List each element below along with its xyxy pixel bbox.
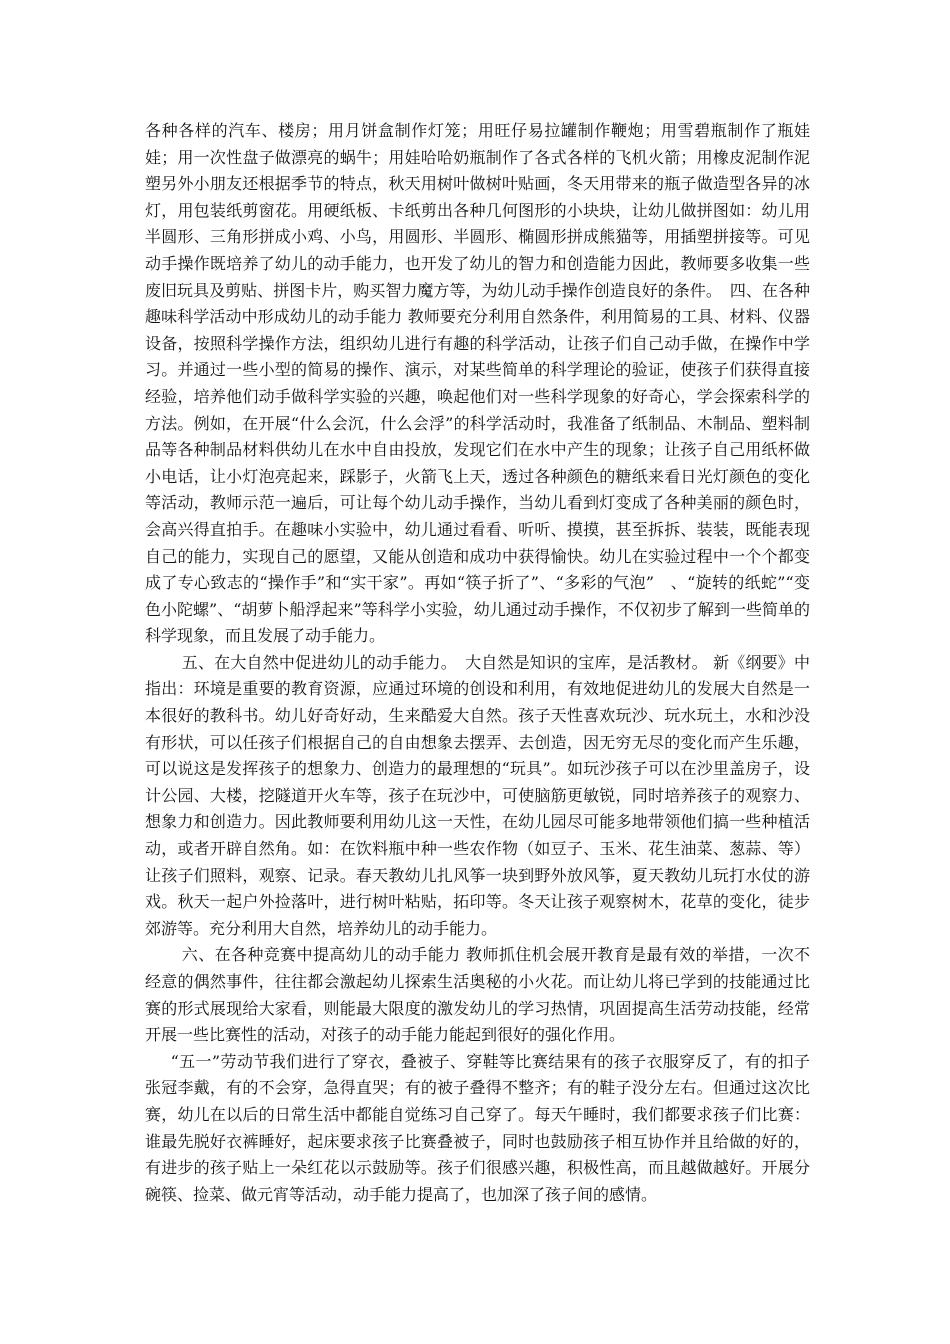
paragraph-nature: 五、在大自然中促进幼儿的动手能力。 大自然是知识的宝库，是活教材。 新《纲要》中指出：环境是重要的教育资源，应通过环境的创设和利用，有效地促进幼儿的发展大自然是一本很好的教科书。幼儿好奇好动，生来酷爱大自然。孩子天性喜欢玩沙、玩水玩土，水和沙没有形状，可以任孩子们根据自己的自由想象去摆弄、去创造，因无穷无尽的变化而产生乐趣，可以说这是发挥孩子的想象力、创造力的最理想的“玩具”。如玩沙孩子可以在沙里盖房子，设计公园、大楼，挖隧道开火车等，孩子在玩沙中，可使脑筋更敏锐，同时培养孩子的观察力、想象力和创造力。因此教师要利用幼儿这一天性，在幼儿园尽可能多地带领他们搞一些种植活动，或者开辟自然角。如：在饮料瓶中种一些农作物（如豆子、玉米、花生油菜、葱蒜、等）让孩子们照料，观察、记录。春天教幼儿扎风筝一块到野外放风筝，夏天教幼儿玩打水仗的游戏。秋天一起户外捡落叶，进行树叶粘贴，拓印等。冬天让孩子观察树木，花草的变化，徒步郊游等。充分利用大自然，培养幼儿的动手能力。: [145, 652, 810, 938]
paragraph-labor-day: “五一”劳动节我们进行了穿衣，叠被子、穿鞋等比赛结果有的孩子衣服穿反了，有的扣子张冠李戴，有的不会穿，急得直哭；有的被子叠得不整齐；有的鞋子没分左右。但通过这次比赛，幼儿在以后的日常生活中都能自觉练习自己穿了。每天午睡时，我们都要求孩子们比赛：谁最先脱好衣裤睡好，起床要求孩子比赛叠被子，同时也鼓励孩子相互协作并且给做的好的，有进步的孩子贴上一朵红花以示鼓励等。孩子们很感兴趣，积极性高，而且越做越好。开展分碗筷、捡菜、做元宵等活动，动手能力提高了，也加深了孩子间的感情。: [145, 1051, 810, 1204]
document-page: [145, 118, 810, 1208]
paragraph-crafts-and-science: 各种各样的汽车、楼房；用月饼盒制作灯笼；用旺仔易拉罐制作鞭炮；用雪碧瓶制作了瓶娃娃；用一次性盘子做漂亮的蜗牛；用娃哈哈奶瓶制作了各式各样的飞机火箭；用橡皮泥制作泥塑另外小朋友还根据季节的特点，秋天用树叶做树叶贴画，冬天用带来的瓶子做造型各异的冰灯，用包装纸剪窗花。用硬纸板、卡纸剪出各种几何图形的小块块，让幼儿做拼图如：幼儿用半圆形、三角形拼成小鸡、小鸟，用圆形、半圆形、椭圆形拼成熊猫等，用插塑拼接等。可见动手操作既培养了幼儿的动手能力，也开发了幼儿的智力和创造能力因此，教师要多收集一些废旧玩具及剪贴、拼图卡片，购买智力魔方等，为幼儿动手操作创造良好的条件。 四、在各种趣味科学活动中形成幼儿的动手能力 教师要充分利用自然条件，利用简易的工具、材料、仪器设备，按照科学操作方法，组织幼儿进行有趣的科学活动，让孩子们自己动手做，在操作中学习。并通过一些小型的简易的操作、演示，对某些简单的科学理论的验证，使孩子们获得直接经验，培养他们动手做科学实验的兴趣，唤起他们对一些科学现象的好奇心，学会探索科学的方法。例如，在开展“什么会沉，什么会浮”的科学活动时，我准备了纸制品、木制品、塑料制品等各种制品材料供幼儿在水中自由投放，发现它们在水中产生的现象；让孩子自己用纸杯做小电话，让小灯泡亮起来，踩影子，火箭飞上天，透过各种颜色的糖纸来看日光灯颜色的变化等活动，教师示范一遍后，可让每个幼儿动手操作，当幼儿看到灯变成了各种美丽的颜色时，会高兴得直拍手。在趣味小实验中，幼儿通过看看、听听、摸摸，甚至拆拆、装装，既能表现自己的能力，实现自己的愿望，又能从创造和成功中获得愉快。幼儿在实验过程中一个个都变成了专心致志的“操作手”和“实干家”。再如“筷子折了”、“多彩的气泡” 、“旋转的纸蛇”“变色小陀螺”、“胡萝卜船浮起来”等科学小实验，幼儿通过动手操作，不仅初步了解到一些简单的科学现象，而且发展了动手能力。: [145, 121, 810, 646]
paragraph-competitions: 六、在各种竞赛中提高幼儿的动手能力 教师抓住机会展开教育是最有效的举措，一次不经意的偶然事件，往往都会激起幼儿探索生活奥秘的小火花。而让幼儿将已学到的技能通过比赛的形式展现给大家看，则能最大限度的激发幼儿的学习热情，巩固提高生活劳动技能，经常开展一些比赛性的活动，对孩子的动手能力能起到很好的强化作用。: [145, 945, 810, 1045]
